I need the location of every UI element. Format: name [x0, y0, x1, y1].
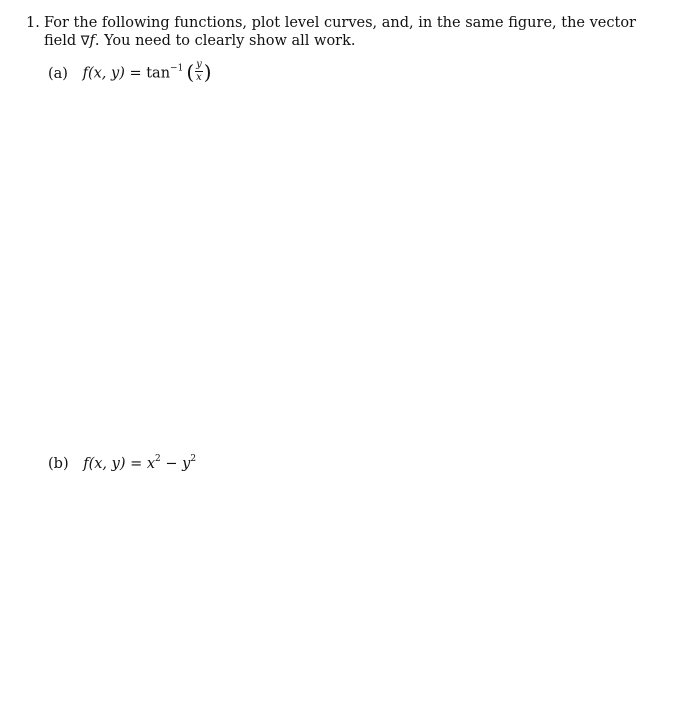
part-a-close-paren: ): [203, 59, 212, 84]
part-a-open-paren: (: [186, 59, 195, 84]
part-a-func: tan: [146, 65, 171, 82]
part-a-argument: [186, 60, 211, 83]
problem-text-tail: . You need to clearly show all work.: [94, 33, 356, 49]
part-b-label: (b): [48, 456, 69, 472]
part-b: [48, 455, 196, 473]
part-a-exponent: −1: [170, 63, 184, 74]
problem-text-intro: For the following functions, plot level curves, and, in the same figure, the vector field: [44, 15, 636, 49]
part-b-minus: −: [160, 456, 183, 472]
problem-statement: [44, 14, 656, 51]
part-a-fraction: [195, 60, 203, 83]
part-b-term2-exp: 2: [190, 454, 197, 464]
part-b-term2-base: y: [182, 456, 191, 472]
part-a: [48, 59, 212, 85]
part-a-formula: [82, 59, 212, 85]
part-a-lhs: f(x, y) =: [82, 65, 147, 82]
part-b-term1-exp: 2: [155, 454, 161, 464]
part-a-label: (a): [48, 65, 68, 82]
part-a-numerator: y: [196, 59, 202, 70]
part-b-formula: [83, 455, 196, 473]
nabla-symbol: ∇: [80, 34, 90, 49]
part-b-lhs: f(x, y) =: [83, 456, 147, 472]
problem-number: 1.: [26, 15, 40, 31]
part-b-term1-base: x: [146, 456, 156, 472]
function-f: f: [89, 33, 95, 49]
part-a-denominator: x: [196, 72, 202, 83]
problem-1: [26, 14, 656, 51]
